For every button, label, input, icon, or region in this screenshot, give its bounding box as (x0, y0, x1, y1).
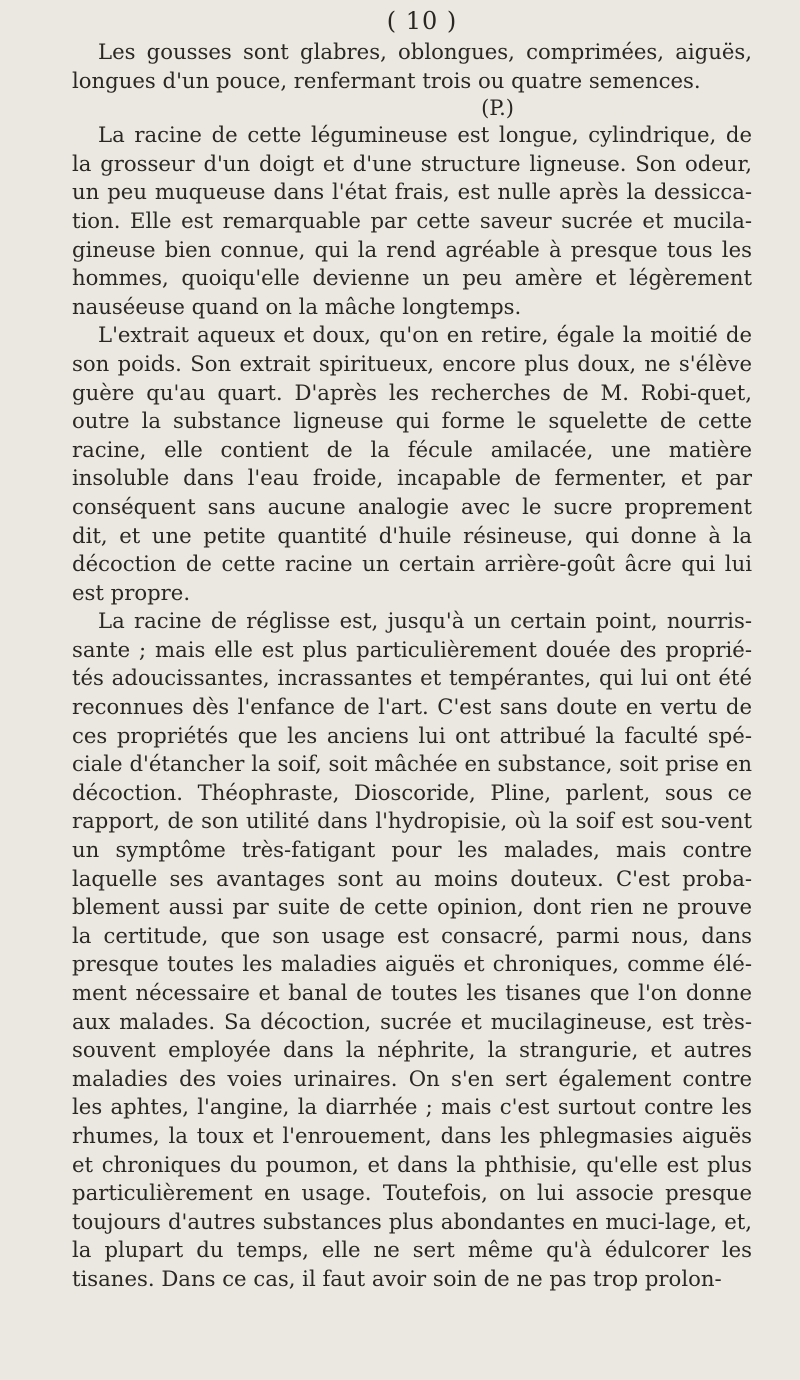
author-mark: (P.) (481, 96, 514, 121)
page-number: ( 10 ) (386, 7, 458, 35)
body-text (72, 38, 752, 1294)
paragraph-extrait: L'extrait aqueux et doux, qu'on en retire, égale la moitié de son poids. Son extrait spiritueux, encore plus doux, ne s'élève guère qu'au quart. D'après les recherches de M. Robi-quet, outre la substance ligneuse qui forme le squelette de cette racine, elle contient de la fécule amilacée, une matière insoluble dans l'eau froide, incapable de fermenter, et par conséquent sans aucune analogie avec le sucre proprement dit, et une petite quantité d'huile résineuse, qui donne à la décoction de cette racine un certain arrière-goût âcre qui lui est propre. (72, 322, 752, 605)
paragraph-racine: La racine de cette légumineuse est longue, cylindrique, de la grosseur d'un doigt et d'une structure ligneuse. Son odeur, un peu muqueuse dans l'état frais, est nulle après la dessicca-tion. Elle est remarquable par cette saveur sucrée et mucila-gineuse bien connue, qui la rend agréable à presque tous les hommes, quoiqu'elle devienne un peu amère et légèrement nauséeuse quand on la mâche longtemps. (72, 122, 752, 319)
paragraph-gousses: Les gousses sont glabres, oblongues, comprimées, aiguës, longues d'un pouce, renfermant trois ou quatre semences. (72, 39, 752, 93)
paragraph-reglisse: La racine de réglisse est, jusqu'à un certain point, nourris-sante ; mais elle est plus particulièrement douée des proprié-tés adoucissantes, incrassantes et tempérantes, qui lui ont été reconnues dès l'enfance de l'art. C'est sans doute en vertu de ces propriétés que les anciens lui ont attribué la faculté spé-ciale d'étancher la soif, soit mâchée en substance, soit prise en décoction. Théophraste, Dioscoride, Pline, parlent, sous ce rapport, de son utilité dans l'hydropisie, où la soif est sou-vent un symptôme très-fatigant pour les malades, mais contre laquelle ses avantages sont au moins douteux. C'est proba-blement aussi par suite de cette opinion, dont rien ne prouve la certitude, que son usage est consacré, parmi nous, dans presque toutes les maladies aiguës et chroniques, comme élé-ment nécessaire et banal de toutes les tisanes que l'on donne aux malades. Sa décoction, sucrée et mucilagineuse, est très-souvent employée dans la néphrite, la strangurie, et autres maladies des voies urinaires. On s'en sert également contre les aphtes, l'angine, la diarrhée ; mais c'est surtout contre les rhumes, la toux et l'enrouement, dans les phlegmasies aiguës et chroniques du poumon, et dans la phthisie, qu'elle est plus particulièrement en usage. Toutefois, on lui associe presque toujours d'autres substances plus abondantes en muci-lage, et, la plupart du temps, elle ne sert même qu'à édulcorer les tisanes. Dans ce cas, il faut avoir soin de ne pas trop prolon- (72, 608, 752, 1291)
